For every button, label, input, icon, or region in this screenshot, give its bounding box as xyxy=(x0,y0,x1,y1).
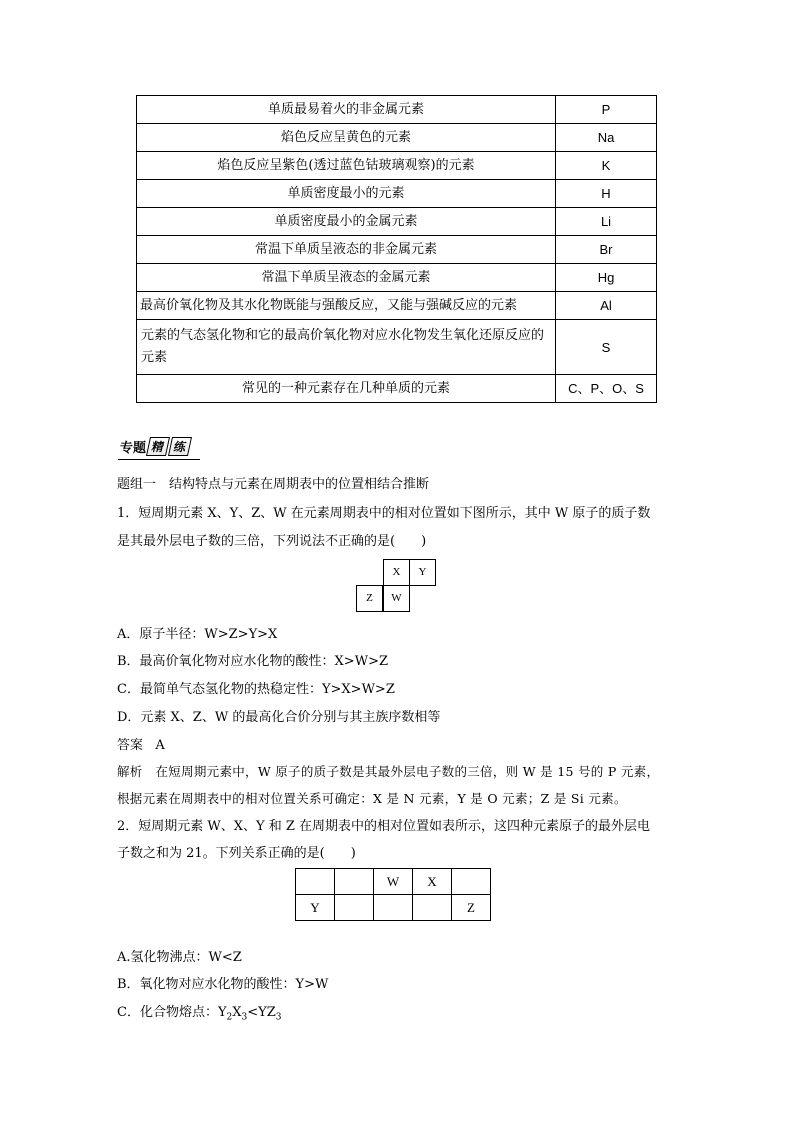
facts-description: 最高价氧化物及其水化物既能与强酸反应，又能与强碱反应的元素 xyxy=(137,292,556,320)
facts-row xyxy=(137,180,657,208)
q2-grid-cell: W xyxy=(374,869,413,895)
q2-grid-row-1 xyxy=(296,869,491,895)
q2-grid-row-2 xyxy=(296,895,491,921)
facts-description: 单质最易着火的非金属元素 xyxy=(137,96,556,124)
facts-element: K xyxy=(556,152,657,180)
facts-description: 焰色反应呈紫色(透过蓝色钴玻璃观察)的元素 xyxy=(137,152,556,180)
facts-element: Li xyxy=(556,208,657,236)
grid-cell-x: X xyxy=(383,559,410,586)
q2-option-a: A.氢化物沸点：W<Z xyxy=(117,950,242,965)
subscript: 3 xyxy=(275,1012,282,1023)
answer-label: 答案 xyxy=(117,738,144,753)
section-header-boxed-2: 练 xyxy=(168,437,192,456)
section-header xyxy=(120,434,190,458)
analysis-label: 解析 xyxy=(117,764,143,779)
facts-element: H xyxy=(556,180,657,208)
q2-grid-cell xyxy=(335,895,374,921)
q2-stem-line2: 子数之和为 21。下列关系正确的是( ) xyxy=(117,846,356,861)
facts-row xyxy=(137,208,657,236)
q1-stem-line2: 是其最外层电子数的三倍，下列说法不正确的是( ) xyxy=(117,534,427,549)
q2-option-c-text: C．化合物熔点：Y xyxy=(117,1005,227,1020)
q2-option-b: B．氧化物对应水化物的酸性：Y>W xyxy=(117,977,329,992)
facts-row xyxy=(137,292,657,320)
q2-grid-cell: X xyxy=(413,869,452,895)
facts-element: C、P、O、S xyxy=(556,375,657,403)
q1-option-c: C．最简单气态氢化物的热稳定性：Y>X>W>Z xyxy=(117,682,395,697)
grid-cell-w: W xyxy=(383,585,410,612)
facts-description: 焰色反应呈黄色的元素 xyxy=(137,124,556,152)
q2-grid-cell: Y xyxy=(296,895,335,921)
q2-grid-cell xyxy=(296,869,335,895)
section-header-plain: 专题 xyxy=(120,440,147,456)
q1-option-b: B．最高价氧化物对应水化物的酸性：X>W>Z xyxy=(117,654,388,669)
facts-element: P xyxy=(556,96,657,124)
q1-analysis-line1 xyxy=(117,762,659,780)
q2-grid-cell xyxy=(452,869,491,895)
facts-element: S xyxy=(556,320,657,375)
grid-cell-z: Z xyxy=(356,585,383,612)
facts-row xyxy=(137,264,657,292)
q2-grid-cell xyxy=(413,895,452,921)
q2-grid-cell xyxy=(335,869,374,895)
q1-answer xyxy=(117,734,165,753)
q2-position-table xyxy=(295,868,491,921)
q2-option-c xyxy=(117,1001,282,1023)
subscript: 3 xyxy=(241,1012,248,1023)
facts-description: 单质密度最小的金属元素 xyxy=(137,208,556,236)
section-underline xyxy=(118,459,200,460)
facts-description: 元素的气态氢化物和它的最高价氧化物对应水化物发生氧化还原反应的元素 xyxy=(137,320,556,375)
subscript: 2 xyxy=(226,1012,233,1023)
q2-option-c-text: X xyxy=(232,1005,242,1020)
facts-element: Hg xyxy=(556,264,657,292)
facts-element: Na xyxy=(556,124,657,152)
q2-grid-cell xyxy=(374,895,413,921)
facts-row xyxy=(137,236,657,264)
facts-row xyxy=(137,96,657,124)
facts-element: Br xyxy=(556,236,657,264)
q2-stem-line1: 2．短周期元素 W、X、Y 和 Z 在周期表中的相对位置如表所示，这四种元素原子的最外层电 xyxy=(117,819,651,834)
facts-description: 常温下单质呈液态的非金属元素 xyxy=(137,236,556,264)
facts-description: 单质密度最小的元素 xyxy=(137,180,556,208)
section-header-boxed-1: 精 xyxy=(146,437,170,456)
q1-option-a: A．原子半径：W>Z>Y>X xyxy=(117,627,278,642)
group-title: 题组一 结构特点与元素在周期表中的位置相结合推断 xyxy=(117,477,430,492)
q1-analysis-line2: 根据元素在周期表中的相对位置关系可确定：X 是 N 元素，Y 是 O 元素；Z 是 Si 元素。 xyxy=(117,791,627,806)
q2-option-c-text: <YZ xyxy=(247,1005,276,1020)
facts-row xyxy=(137,124,657,152)
q2-grid-cell: Z xyxy=(452,895,491,921)
facts-description: 常温下单质呈液态的金属元素 xyxy=(137,264,556,292)
q1-stem-line1: 1．短周期元素 X、Y、Z、W 在元素周期表中的相对位置如下图所示，其中 W 原子的质子数 xyxy=(117,506,651,521)
answer-value: A xyxy=(155,738,165,753)
q1-option-d: D．元素 X、Z、W 的最高化合价分别与其主族序数相等 xyxy=(117,710,441,725)
facts-element: Al xyxy=(556,292,657,320)
facts-description: 常见的一种元素存在几种单质的元素 xyxy=(137,375,556,403)
facts-row xyxy=(137,375,657,403)
analysis-text-1: 在短周期元素中，W 原子的质子数是其最外层电子数的三倍，则 W 是 15 号的 P 元素， xyxy=(155,764,660,779)
element-facts-table xyxy=(136,95,657,403)
facts-row xyxy=(137,320,657,375)
grid-cell-y: Y xyxy=(409,559,436,586)
facts-row xyxy=(137,152,657,180)
